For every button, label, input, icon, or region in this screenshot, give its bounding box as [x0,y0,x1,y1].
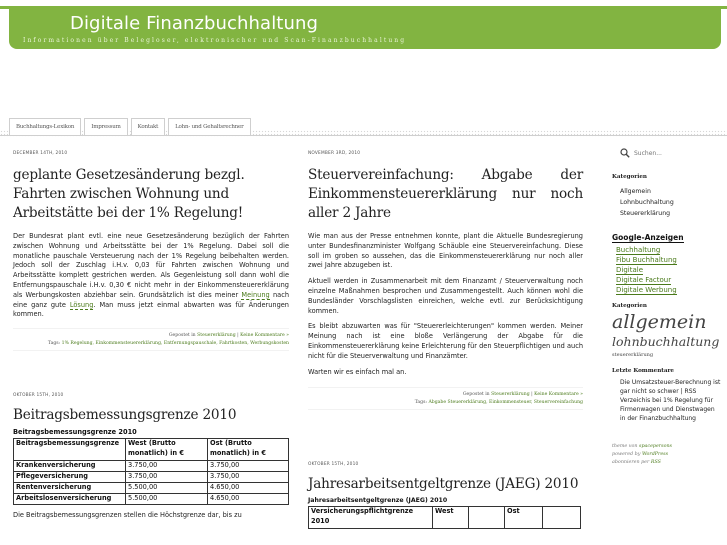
link-meinung[interactable]: Meinung [241,290,270,299]
table-row [14,461,289,472]
category-allgemein[interactable]: Allgemein [620,188,651,195]
cloud-steuererklaerung[interactable]: steuererklärung [612,352,654,358]
post-meta: Gepostet in Steuererklärung | Keine Kommentare » [462,392,583,398]
table-header-cell: Beitragsbemessungsgrenze [14,439,126,461]
footer-rss: abonnieren per RSS [612,460,661,465]
post-tags: Tags: Abgabe Steuererklärung, Einkommensteuer, Steuervereinfachung [414,400,583,406]
recent-comments[interactable]: Die Umsatzsteuer-Berechnung ist gar nicht so schwer | RSS Verzeichis bei 1% Regelung für Firmenwagen und Dienstwagen in der Finanzbuchhaltung [620,379,721,422]
ads-heading[interactable]: Google-Anzeigen [612,233,684,242]
meta-separator [13,328,289,329]
ads-list [616,245,722,295]
table-header-cell: West (Brutto monatlich) in € [126,439,208,461]
post-meta: Gepostet in Steuererklärung | Keine Kommentare » [168,333,289,339]
categories-heading: Kategorien [612,174,647,180]
category-link[interactable]: Steuererklärung [491,392,530,398]
site-header [9,9,721,49]
post-beitragsbemessung [13,393,289,527]
post-date: OKTOBER 15TH, 2010 [308,462,359,467]
post-date: NOVEMBER 3RD, 2010 [308,151,361,156]
ad-item [616,265,722,275]
sidebar [612,146,722,467]
tags-links[interactable]: Abgabe Steuererklärung, Einkommensteuer, Steuervereinfachung [428,400,583,406]
table-cell: Krankenversicherung [14,461,126,472]
post-steuervereinfachung [308,151,583,410]
table-cell: 5.500,00 [126,483,208,494]
search-input[interactable] [634,150,704,157]
post-title-link[interactable]: Jahresarbeitsentgeltgrenze (JAEG) 2010 [308,476,579,492]
table-title: Jahresarbeitsentgeltgrenze (JAEG) 2010 [308,497,448,504]
comments-link[interactable]: Keine Kommentare » [240,333,289,339]
table-cell: Rentenversicherung [14,483,126,494]
category-steuererklaerung[interactable]: Steuererklärung [620,210,671,217]
post-date: DECEMBER 14TH, 2010 [13,151,68,156]
table-header-row [14,439,289,461]
category-link[interactable]: Steuererklärung [197,333,236,339]
post-body [308,232,583,377]
category-item [620,186,722,197]
table-cell: Arbeitslosenversicherung [14,494,126,505]
ad-item [616,255,722,265]
table-cell: Pflegeversicherung [14,472,126,483]
table-header-row [309,507,581,529]
post-paragraph: Aktuell werden in Zusammenarbeit mit dem Finanzamt / Steuerverwaltung noch einzelne Maßnahmen besprochen und Zusammengestellt. Auch können wohl die Bundesländer Vorschlagslisten einreichen, welche evtl. zur Berücksichtigung kommen. [308,277,583,315]
post-paragraph: Es bleibt abzuwarten was für "Steuererleichterungen" kommen werden. Meiner Meinung nach ist eine bloße Verlängerung der Abgabe für die Einkommensteuererklärung keine Erleichterung für den Steuerpflichtigen und auch nicht für die Steuerverwaltung und Finanzämter. [308,322,583,360]
post-fahrten [13,151,289,351]
table-cell: 3.750,00 [208,461,289,472]
table-header-cell [543,507,581,529]
post-date: OKTOBER 15TH, 2010 [13,393,64,398]
search-icon[interactable] [620,148,630,158]
table-cell: 4.650,00 [208,494,289,505]
table-header-cell: Versicherungspflichtgrenze 2010 [309,507,433,529]
footer-theme: theme von spacepersons [612,444,673,449]
table-row [14,494,289,505]
table-header-cell: Ost [505,507,543,529]
post-title-link[interactable]: geplante Gesetzesänderung bezgl. Fahrten zwischen Wohnung und Arbeitstätte bei der 1% Regelung! [13,167,245,221]
wordpress-link[interactable]: WordPress [641,452,669,457]
table-header-cell: West [433,507,469,529]
site-title-link[interactable]: Digitale Finanzbuchhaltung [70,13,318,34]
post-title-link[interactable]: Beitragsbemessungsgrenze 2010 [13,407,237,423]
ad-link[interactable]: Digitale Werbung [616,286,677,294]
post-text: Der Bundesrat plant evtl. eine neue Gesetzesänderung bezüglich der Fahrten zwischen Wohnung und Arbeitsstätte bei der 1% Regelung. Dabei soll die monatliche pauschale Versteuerung nach der 1% Regelung beibehalten werden. Jedoch soll der Zuschlag i.H.v. 0,03 für Fahrten zwischen Wohnung und Arbeitsstätte komplett gestrichen werden. Als Gegenleistung soll dann wohl die Entfernungspauschale i.H.v. 0,30 € nicht mehr in der Einkommensteuererklärung als Werbungskosten abziehbar sein. Grundsätzlich ist dies meiner [13,232,289,299]
data-table [308,506,581,529]
ad-link[interactable]: Digitale Factour [616,276,672,284]
rss-link[interactable]: RSS [650,460,661,465]
category-cloud [612,311,722,360]
post-paragraph: Wie man aus der Presse entnehmen konnte, plant die Aktuelle Bundesregierung unter Bundesfinanzminister Wolfgang Schäuble eine Steuervereinfachung. Diese soll im groben so aussehen, das die Einkommensteuererklärung nur noch aller zwei Jahre abzugeben ist. [308,232,583,270]
post-paragraph: Die Beitragsbemessungsgrenzen stellen die Höchstgrenze dar, bis zu [13,511,242,519]
nav-tab-impressum[interactable]: Impressum [84,118,127,135]
tagcloud-heading: Kategorien [612,303,647,309]
main-nav [9,118,251,135]
post-body [13,511,289,521]
cloud-lohnbuchhaltung[interactable]: lohnbuchhaltung [612,334,720,349]
post-title-link[interactable]: Steuervereinfachung: Abgabe der Einkommensteuererklärung nur noch aller 2 Jahre [308,167,583,221]
table-cell: 3.750,00 [126,461,208,472]
post-tags: Tags: 1% Regelung, Einkommensteuererklärung, Entfernungspauschale, Fahrtkosten, Werbungskosten [47,341,289,347]
category-lohnbuchhaltung[interactable]: Lohnbuchhaltung [620,199,674,206]
data-table [13,438,289,505]
table-title: Beitragsbemessungsgrenze 2010 [13,428,137,436]
ad-link[interactable]: Buchhaltung [616,246,661,254]
nav-tab-kontakt[interactable]: Kontakt [131,118,165,135]
table-cell: 4.650,00 [208,483,289,494]
post-text: nach eine ganz gute [13,290,289,309]
meta-separator [308,387,583,388]
post-text: . Man muss jetzt einmal abwarten was für Änderungen kommen. [13,300,289,319]
table-cell: 5.500,00 [126,494,208,505]
nav-tab-lexikon[interactable]: Buchhaltungs-Lexikon [9,118,81,135]
table-row [14,483,289,494]
cloud-allgemein[interactable]: allgemein [612,311,707,333]
category-item [620,208,722,219]
theme-link[interactable]: spacepersons [638,444,673,449]
recent-comments-heading: Letzte Kommentare [612,368,674,374]
ad-item [616,285,722,295]
footer-powered: powered by WordPress [612,452,669,457]
tags-links[interactable]: 1% Regelung, Einkommensteuererklärung, Entfernungspauschale, Fahrtkosten, Werbungskosten [61,341,289,347]
ad-link[interactable]: Fibu Buchhaltung [616,256,677,264]
link-loesung[interactable]: Lösung [69,300,94,309]
search-box [620,146,722,160]
post-jaeg [308,462,583,529]
table-row [14,472,289,483]
ad-item [616,245,722,255]
sidebar-footer [612,443,722,467]
table-header-cell [469,507,505,529]
meta-separator [13,350,289,351]
nav-underline [0,135,727,136]
ad-link[interactable]: Digitale [616,266,644,274]
table-header-cell: Ost (Brutto monatlich) in € [208,439,289,461]
nav-tab-rechner[interactable]: Lohn- und Gehaltsrechner [168,118,250,135]
post-paragraph: Warten wir es einfach mal an. [308,367,407,376]
ad-item [616,275,722,285]
table-cell: 3.750,00 [208,472,289,483]
category-item [620,197,722,208]
table-cell: 3.750,00 [126,472,208,483]
post-paragraph [13,232,289,320]
post-body [13,232,289,320]
categories-list [620,186,722,219]
comments-link[interactable]: Keine Kommentare » [534,392,583,398]
meta-separator [308,409,583,410]
site-description: Informationen über Belegloser, elektronischer und Scan-Finanzbuchhaltung [23,37,407,44]
